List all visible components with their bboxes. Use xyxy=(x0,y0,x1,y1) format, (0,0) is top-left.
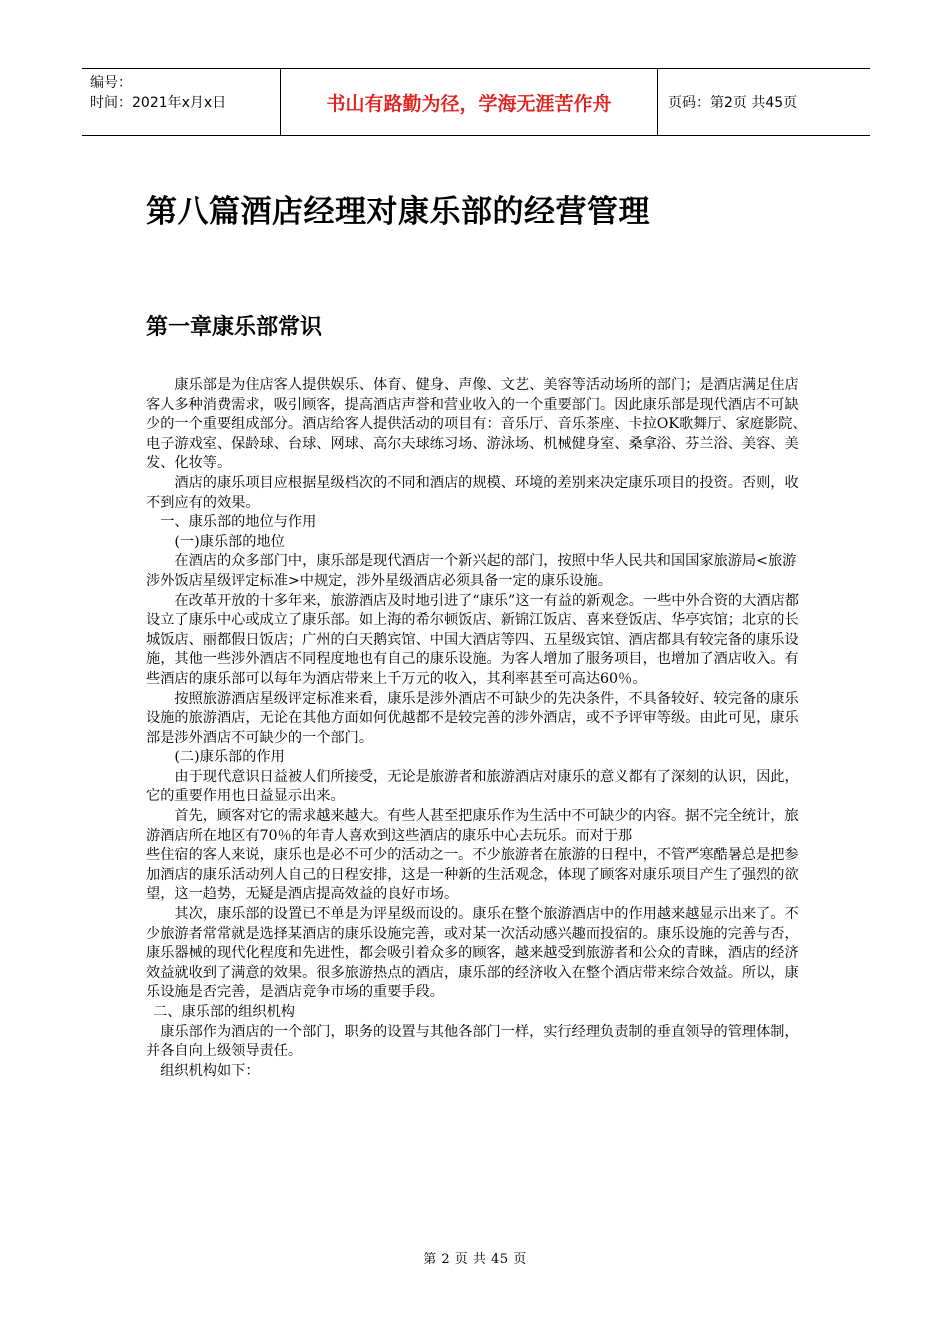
code-label: 编号： xyxy=(90,75,132,91)
subsection-heading: (二)康乐部的作用 xyxy=(174,749,285,766)
header-info xyxy=(82,69,280,135)
date-label: 时间：2021年x月x日 xyxy=(90,95,227,111)
paragraph: 按照旅游酒店星级评定标准来看，康乐是涉外酒店不可缺少的先决条件，不具备较好、较完备的康乐设施的旅游酒店，无论在其他方面如何优越都不是较完善的涉外酒店，或不予评审等级。由此可见，康乐部是涉外酒店不可缺少的一个部门。 xyxy=(146,690,799,746)
paragraph: 些住宿的客人来说，康乐也是必不可少的活动之一。不少旅游者在旅游的日程中，不管严寒酷暑总是把参加酒店的康乐活动列人自己的日程安排，这是一种新的生活观念，体现了顾客对康乐项目产生了强烈的欲望，这一趋势，无疑是酒店提高效益的良好市场。 xyxy=(146,847,799,903)
paragraph: 在改革开放的十多年来，旅游酒店及时地引进了“康乐”这一有益的新观念。一些中外合资的大酒店都设立了康乐中心或成立了康乐部。如上海的希尔顿饭店、新锦江饭店、喜来登饭店、华亭宾馆；北京的长城饭店、丽都假日饭店；广州的白天鹅宾馆、中国大酒店等四、五星级宾馆、酒店都具有较完备的康乐设施，其他一些涉外酒店不同程度地也有自己的康乐设施。为客人增加了服务项目，也增加了酒店收入。有些酒店的康乐部可以每年为酒店带来上千万元的收入，其利率甚至可高达60％。 xyxy=(146,592,799,687)
page-footer: 第 2 页 共 45 页 xyxy=(423,1252,527,1267)
header-motto: 书山有路勤为径，学海无涯苦作舟 xyxy=(280,69,658,135)
paragraph: 康乐部是为住店客人提供娱乐、体育、健身、声像、文艺、美容等活动场所的部门；是酒店满足住店客人多种消费需求，吸引顾客，提高酒店声誉和营业收入的一个重要部门。因此康乐部是现代酒店不可缺少的一个重要组成部分。酒店给客人提供活动的项目有：音乐厅、音乐茶座、卡拉OK歌舞厅、家庭影院、电子游戏室、保龄球、台球、网球、高尔夫球练习场、游泳场、机械健身室、桑拿浴、芬兰浴、美容、美发、化妆等。 xyxy=(146,377,807,472)
paragraph: 组织机构如下： xyxy=(160,1062,260,1079)
paragraph: 其次，康乐部的设置已不单是为评星级而设的。康乐在整个旅游酒店中的作用越来越显示出来了。不少旅游者常常就是选择某酒店的康乐设施完善，或对某一次活动感兴趣而投宿的。康乐设施的完善与否，康乐器械的现代化程度和先进性，都会吸引着众多的顾客，越来越受到旅游者和公众的青睐，酒店的经济效益就收到了满意的效果。很多旅游热点的酒店，康乐部的经济收入在整个酒店带来综合效益。所以，康乐设施是否完善，是酒店竞争市场的重要手段。 xyxy=(146,906,799,1001)
paragraph: 在酒店的众多部门中，康乐部是现代酒店一个新兴起的部门，按照中华人民共和国国家旅游局<旅游涉外饭店星级评定标准>中规定，涉外星级酒店必须具备一定的康乐设施。 xyxy=(146,553,797,589)
paragraph: 首先，顾客对它的需求越来越大。有些人甚至把康乐作为生活中不可缺少的内容。据不完全统计，旅游酒店所在地区有70％的年青人喜欢到这些酒店的康乐中心去玩乐。而对于那 xyxy=(146,808,799,844)
subsection-heading: (一)康乐部的地位 xyxy=(174,533,285,550)
section-heading: 二、康乐部的组织机构 xyxy=(153,1004,295,1020)
header-page-info: 页码：第2页 共45页 xyxy=(668,95,798,111)
document-title: 第八篇酒店经理对康乐部的经营管理 xyxy=(146,194,650,230)
section-heading: 一、康乐部的地位与作用 xyxy=(160,514,317,531)
header-table xyxy=(82,68,870,136)
body-text xyxy=(146,376,810,1081)
paragraph: 由于现代意识日益被人们所接受，无论是旅游者和旅游酒店对康乐的意义都有了深刻的认识，因此，它的重要作用也日益显示出来。 xyxy=(146,768,799,805)
paragraph: 康乐部作为酒店的一个部门，职务的设置与其他各部门一样，实行经理负责制的垂直领导的管理体制，并各自向上级领导责任。 xyxy=(146,1023,799,1060)
chapter-title: 第一章康乐部常识 xyxy=(146,315,323,340)
paragraph: 酒店的康乐项目应根据星级档次的不同和酒店的规模、环境的差别来决定康乐项目的投资。否则，收不到应有的效果。 xyxy=(146,474,799,511)
